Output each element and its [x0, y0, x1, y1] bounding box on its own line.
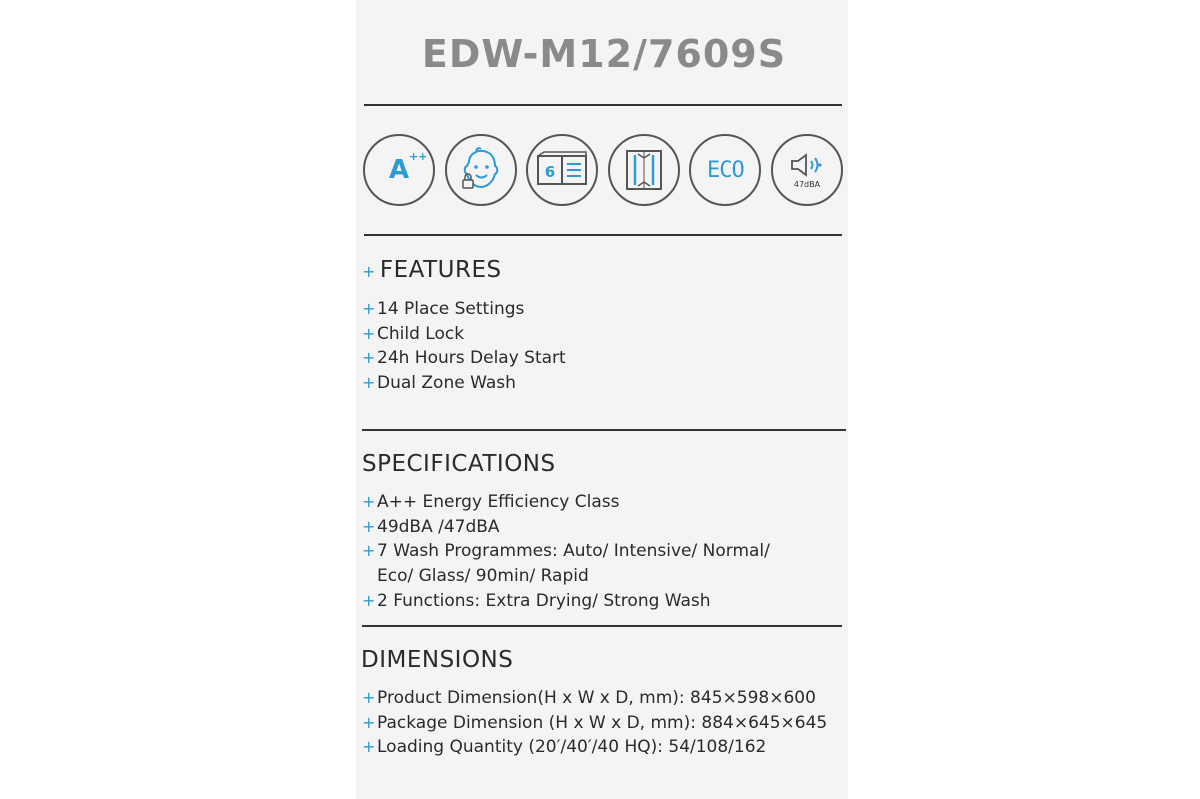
product-title: EDW-M12/7609S	[421, 32, 787, 76]
list-item: + A++ Energy Efficiency Class	[362, 492, 620, 512]
divider-specifications	[362, 625, 842, 627]
place-settings-label: 6	[544, 163, 556, 181]
list-item: + 2 Functions: Extra Drying/ Strong Wash	[362, 590, 711, 611]
spec-sheet	[356, 0, 848, 799]
list-item: + Dual Zone Wash	[362, 373, 516, 394]
noise-level-icon	[771, 134, 843, 206]
energy-class-label: A ++	[388, 150, 428, 185]
list-item: + Package Dimension (H x W x D, mm): 884×645×645	[362, 712, 828, 733]
feature-icons-row	[363, 134, 843, 210]
dimensions-heading: DIMENSIONS	[361, 647, 514, 673]
eco-icon	[689, 134, 761, 206]
list-item: + 24h Hours Delay Start	[362, 348, 566, 369]
features-list	[362, 297, 566, 396]
dimensions-list	[362, 686, 827, 760]
specifications-heading: SPECIFICATIONS	[362, 451, 556, 477]
dual-zone-icon	[608, 134, 680, 206]
energy-class-icon	[363, 134, 435, 206]
list-item: + 49dBA /47dBA	[362, 516, 500, 537]
features-heading: + FEATURES	[362, 257, 502, 283]
list-item-continuation: Eco/ Glass/ 90min/ Rapid	[377, 566, 589, 587]
bullet-plus: +	[362, 262, 376, 281]
child-lock-icon	[445, 134, 517, 206]
divider-features	[362, 429, 846, 431]
list-item: + Child Lock	[362, 323, 465, 344]
place-settings-icon	[526, 134, 598, 206]
list-item: + Product Dimension(H x W x D, mm): 845×598×600	[362, 688, 816, 708]
eco-label: ECO	[707, 157, 744, 183]
list-item: + Loading Quantity (20′/40′/40 HQ): 54/108/162	[362, 737, 767, 758]
specifications-list	[362, 490, 770, 614]
list-item: + 14 Place Settings	[362, 299, 525, 319]
divider-icons	[364, 234, 842, 236]
noise-level-label: 47dBA	[793, 179, 821, 189]
divider-top	[364, 104, 842, 106]
list-item: + 7 Wash Programmes: Auto/ Intensive/ Normal/ Eco/ Glass/ 90min/ Rapid	[362, 539, 770, 588]
